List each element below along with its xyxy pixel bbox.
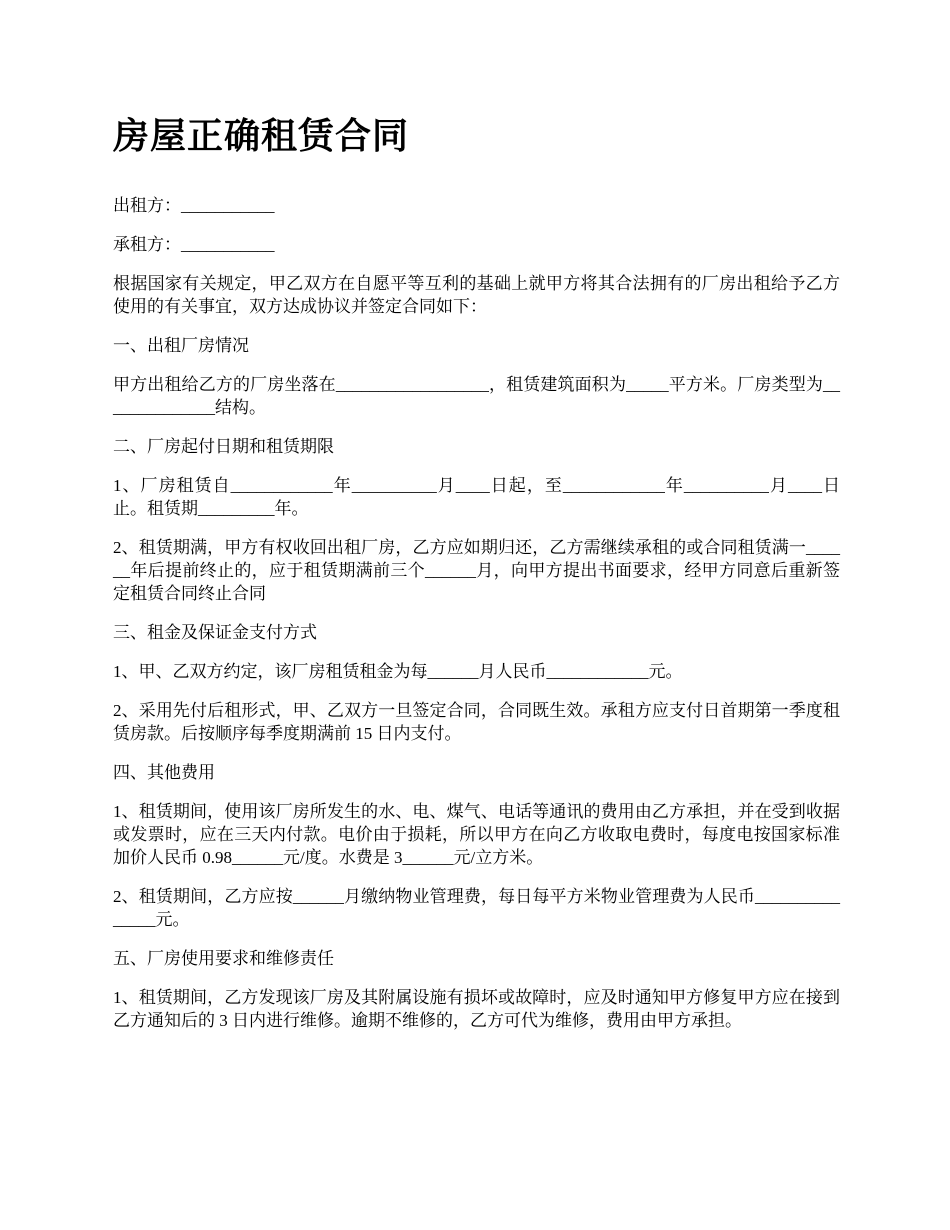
- section-heading-4: 四、其他费用: [113, 763, 215, 782]
- clause-paragraph: 甲方出租给乙方的厂房坐落在__________________，租赁建筑面积为_____平方米。厂房类型为______________结构。: [113, 375, 840, 417]
- document-page: [113, 108, 840, 1048]
- preamble-paragraph: 根据国家有关规定，甲乙双方在自愿平等互利的基础上就甲方将其合法拥有的厂房出租给予乙方使用的有关事宜，双方达成协议并签定合同如下：: [113, 274, 840, 316]
- clause-paragraph: 1、厂房租赁自____________年__________月____日起，至____________年__________月____日止。租赁期_________年。: [113, 476, 840, 518]
- section-heading-5: 五、厂房使用要求和维修责任: [113, 949, 334, 968]
- section-heading-1: 一、出租厂房情况: [113, 336, 249, 355]
- clause-paragraph: 2、租赁期间，乙方应按______月缴纳物业管理费，每日每平方米物业管理费为人民币_______________元。: [113, 887, 840, 929]
- clause-paragraph: 2、租赁期满，甲方有权收回出租厂房，乙方应如期归还，乙方需继续承租的或合同租赁满一______年后提前终止的，应于租赁期满前三个______月，向甲方提出书面要求，经甲方同意后重新签定租赁合同终止合同: [113, 538, 840, 603]
- clause-paragraph: 2、采用先付后租形式，甲、乙双方一旦签定合同，合同既生效。承租方应支付日首期第一季度租赁房款。后按顺序每季度期满前 15 日内支付。: [113, 701, 840, 743]
- lessor-line: 出租方：___________: [113, 196, 275, 215]
- section-heading-2: 二、厂房起付日期和租赁期限: [113, 437, 334, 456]
- clause-paragraph: 1、租赁期间，乙方发现该厂房及其附属设施有损坏或故障时，应及时通知甲方修复甲方应在接到乙方通知后的 3 日内进行维修。逾期不维修的，乙方可代为维修，费用由甲方承担。: [113, 988, 840, 1030]
- clause-paragraph: 1、甲、乙双方约定，该厂房租赁租金为每______月人民币____________元。: [113, 662, 683, 681]
- clause-paragraph: 1、租赁期间，使用该厂房所发生的水、电、煤气、电话等通讯的费用由乙方承担，并在受到收据或发票时，应在三天内付款。电价由于损耗，所以甲方在向乙方收取电费时，每度电按国家标准加价人民币 0.98______元/度。水费是 3______元/立方米。: [113, 802, 840, 867]
- lessee-line: 承租方：___________: [113, 235, 275, 254]
- section-heading-3: 三、租金及保证金支付方式: [113, 623, 317, 642]
- document-title: 房屋正确租赁合同: [113, 116, 410, 156]
